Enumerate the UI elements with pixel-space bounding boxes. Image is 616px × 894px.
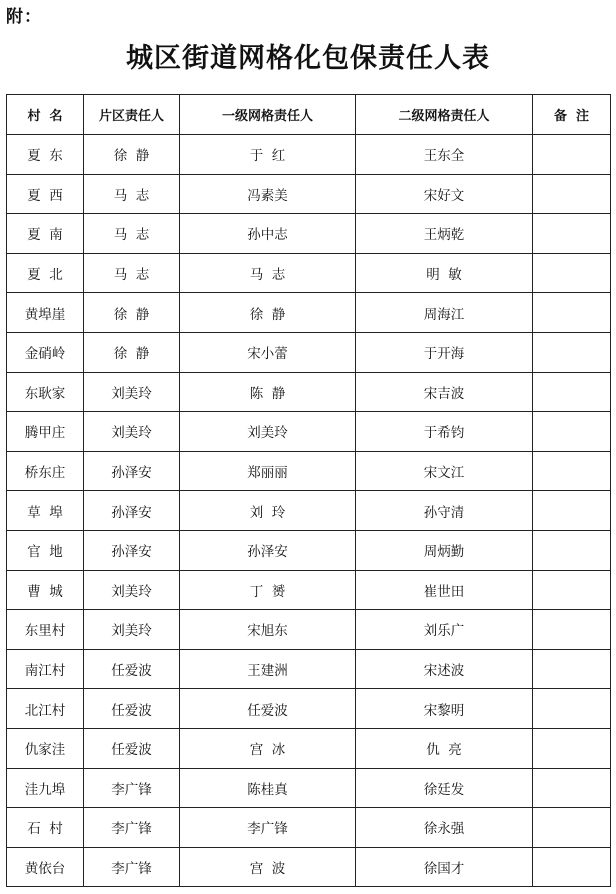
area-leader-cell: 任爱波 [84, 689, 180, 729]
level1-leader-cell: 任爱波 [180, 689, 356, 729]
level1-leader-cell: 宫 波 [180, 847, 356, 887]
area-leader-cell: 刘美玲 [84, 610, 180, 650]
area-leader-cell: 孙泽安 [84, 451, 180, 491]
level2-leader-cell: 明 敏 [356, 253, 533, 293]
area-leader-cell: 李广锋 [84, 847, 180, 887]
appendix-label: 附： [6, 7, 42, 27]
table-row [7, 570, 611, 610]
remarks-cell [533, 253, 611, 293]
table-row [7, 689, 611, 729]
table-row [7, 293, 611, 333]
level1-leader-cell: 陈 静 [180, 372, 356, 412]
level1-leader-cell: 冯素美 [180, 174, 356, 214]
level2-leader-cell: 宋吉波 [356, 372, 533, 412]
table-row [7, 610, 611, 650]
level1-leader-cell: 李广锋 [180, 808, 356, 848]
village-cell: 北江村 [7, 689, 84, 729]
level2-leader-cell: 王炳乾 [356, 214, 533, 254]
level1-leader-cell: 孙泽安 [180, 530, 356, 570]
village-cell: 夏 西 [7, 174, 84, 214]
remarks-cell [533, 768, 611, 808]
area-leader-cell: 孙泽安 [84, 530, 180, 570]
level1-leader-cell: 陈桂真 [180, 768, 356, 808]
village-cell: 桥东庄 [7, 451, 84, 491]
area-leader-cell: 马 志 [84, 253, 180, 293]
level2-leader-cell: 宋文江 [356, 451, 533, 491]
area-leader-cell: 徐 静 [84, 332, 180, 372]
table-header-row [7, 95, 611, 135]
level2-leader-cell: 仇 亮 [356, 728, 533, 768]
level2-leader-cell: 宋好文 [356, 174, 533, 214]
remarks-cell [533, 332, 611, 372]
level2-leader-cell: 于开海 [356, 332, 533, 372]
document-title: 城区街道网格化包保责任人表 [126, 43, 490, 74]
table-row [7, 253, 611, 293]
remarks-cell [533, 847, 611, 887]
table-row [7, 412, 611, 452]
area-leader-cell: 李广锋 [84, 768, 180, 808]
header-village: 村 名 [7, 95, 84, 135]
remarks-cell [533, 570, 611, 610]
table-row [7, 530, 611, 570]
village-cell: 夏 北 [7, 253, 84, 293]
table-row [7, 491, 611, 531]
village-cell: 东耿家 [7, 372, 84, 412]
header-area-leader: 片区责任人 [84, 95, 180, 135]
remarks-cell [533, 293, 611, 333]
table-row [7, 372, 611, 412]
remarks-cell [533, 372, 611, 412]
responsibility-table [6, 94, 611, 887]
area-leader-cell: 任爱波 [84, 649, 180, 689]
area-leader-cell: 孙泽安 [84, 491, 180, 531]
village-cell: 曹 城 [7, 570, 84, 610]
remarks-cell [533, 174, 611, 214]
level1-leader-cell: 宫 冰 [180, 728, 356, 768]
area-leader-cell: 徐 静 [84, 293, 180, 333]
table-row [7, 728, 611, 768]
level2-leader-cell: 孙守清 [356, 491, 533, 531]
header-level2-leader: 二级网格责任人 [356, 95, 533, 135]
area-leader-cell: 任爱波 [84, 728, 180, 768]
table-row [7, 214, 611, 254]
village-cell: 草 埠 [7, 491, 84, 531]
village-cell: 官 地 [7, 530, 84, 570]
village-cell: 金硝岭 [7, 332, 84, 372]
area-leader-cell: 马 志 [84, 174, 180, 214]
level1-leader-cell: 刘 玲 [180, 491, 356, 531]
table-row [7, 649, 611, 689]
village-cell: 黄埠崖 [7, 293, 84, 333]
level1-leader-cell: 王建洲 [180, 649, 356, 689]
level2-leader-cell: 周炳勤 [356, 530, 533, 570]
village-cell: 夏 南 [7, 214, 84, 254]
level2-leader-cell: 周海江 [356, 293, 533, 333]
remarks-cell [533, 491, 611, 531]
level2-leader-cell: 宋述波 [356, 649, 533, 689]
village-cell: 腾甲庄 [7, 412, 84, 452]
area-leader-cell: 刘美玲 [84, 570, 180, 610]
remarks-cell [533, 610, 611, 650]
village-cell: 黄依台 [7, 847, 84, 887]
remarks-cell [533, 808, 611, 848]
level1-leader-cell: 宋小蕾 [180, 332, 356, 372]
table-body [7, 135, 611, 887]
village-cell: 南江村 [7, 649, 84, 689]
table-row [7, 135, 611, 175]
table-row [7, 332, 611, 372]
village-cell: 东里村 [7, 610, 84, 650]
level1-leader-cell: 孙中志 [180, 214, 356, 254]
remarks-cell [533, 728, 611, 768]
level2-leader-cell: 徐廷发 [356, 768, 533, 808]
remarks-cell [533, 412, 611, 452]
level2-leader-cell: 王东全 [356, 135, 533, 175]
level1-leader-cell: 郑丽丽 [180, 451, 356, 491]
level1-leader-cell: 刘美玲 [180, 412, 356, 452]
table-row [7, 451, 611, 491]
remarks-cell [533, 451, 611, 491]
level2-leader-cell: 刘乐广 [356, 610, 533, 650]
remarks-cell [533, 649, 611, 689]
remarks-cell [533, 214, 611, 254]
area-leader-cell: 马 志 [84, 214, 180, 254]
level2-leader-cell: 徐国才 [356, 847, 533, 887]
level1-leader-cell: 马 志 [180, 253, 356, 293]
level1-leader-cell: 丁 赟 [180, 570, 356, 610]
level1-leader-cell: 宋旭东 [180, 610, 356, 650]
remarks-cell [533, 135, 611, 175]
village-cell: 石 村 [7, 808, 84, 848]
level2-leader-cell: 宋黎明 [356, 689, 533, 729]
level2-leader-cell: 崔世田 [356, 570, 533, 610]
area-leader-cell: 刘美玲 [84, 372, 180, 412]
village-cell: 仇家洼 [7, 728, 84, 768]
village-cell: 洼九埠 [7, 768, 84, 808]
level1-leader-cell: 于 红 [180, 135, 356, 175]
level1-leader-cell: 徐 静 [180, 293, 356, 333]
remarks-cell [533, 689, 611, 729]
level2-leader-cell: 徐永强 [356, 808, 533, 848]
header-remarks: 备 注 [533, 95, 611, 135]
level2-leader-cell: 于希钧 [356, 412, 533, 452]
village-cell: 夏 东 [7, 135, 84, 175]
remarks-cell [533, 530, 611, 570]
header-level1-leader: 一级网格责任人 [180, 95, 356, 135]
table-row [7, 808, 611, 848]
area-leader-cell: 刘美玲 [84, 412, 180, 452]
table-row [7, 768, 611, 808]
table-row [7, 847, 611, 887]
area-leader-cell: 徐 静 [84, 135, 180, 175]
area-leader-cell: 李广锋 [84, 808, 180, 848]
table-row [7, 174, 611, 214]
